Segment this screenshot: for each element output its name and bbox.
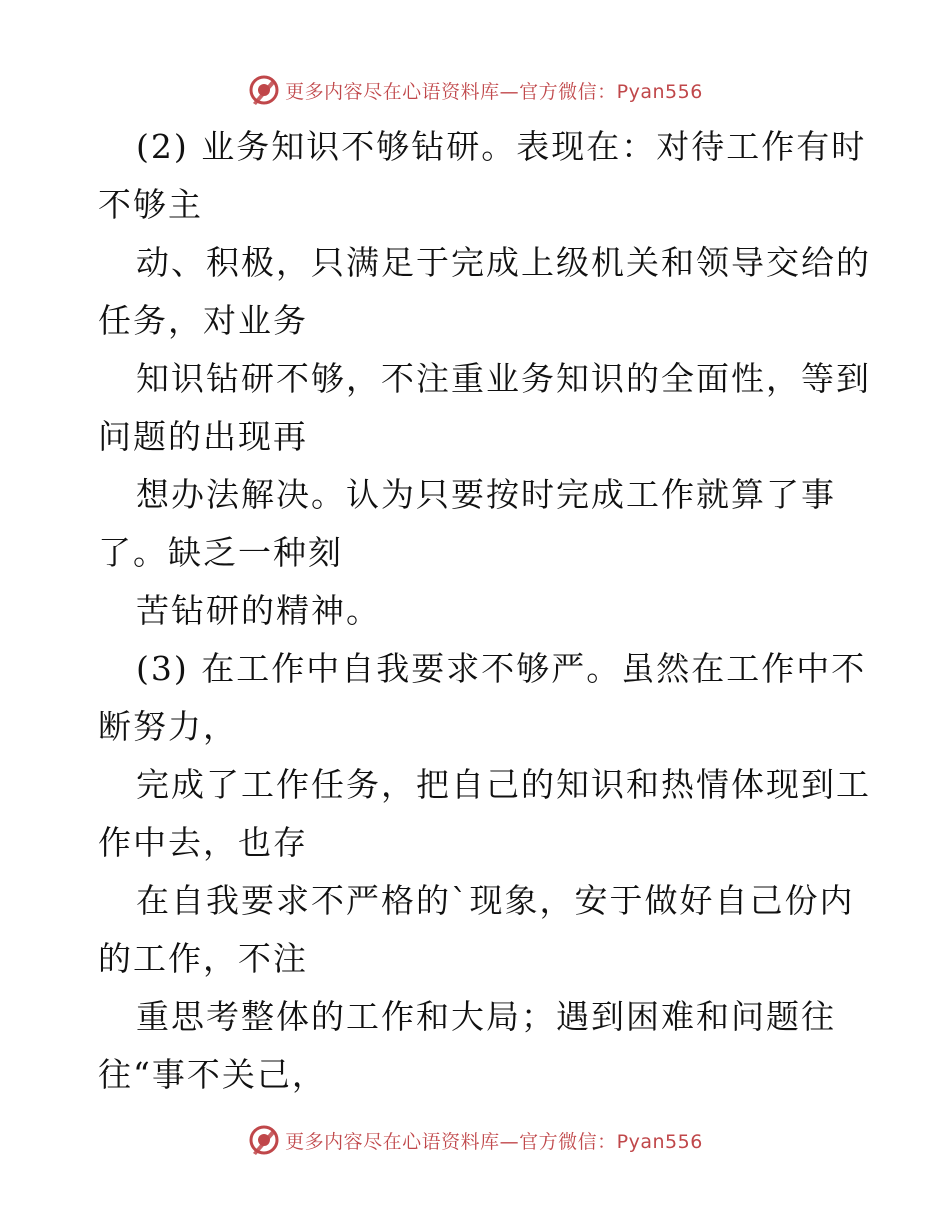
quill-seal-icon <box>247 73 281 107</box>
footer-banner <box>0 1120 950 1160</box>
text-line: 完成了工作任务，把自己的知识和热情体现到工 <box>136 765 871 804</box>
text-line: 动、积极，只满足于完成上级机关和领导交给的 <box>136 243 871 282</box>
text-line: 知识钻研不够，不注重业务知识的全面性，等到 <box>136 359 871 398</box>
text-line: 苦钻研的精神。 <box>136 591 381 630</box>
text-line: 断努力， <box>98 707 238 746</box>
text-line: 不够主 <box>98 185 203 224</box>
text-line: (2) 业务知识不够钻研。表现在：对待工作有时 <box>136 127 867 166</box>
text-line: 了。缺乏一种刻 <box>98 533 343 572</box>
document-body <box>98 118 871 1104</box>
quill-seal-icon <box>247 1123 281 1157</box>
text-line: 问题的出现再 <box>98 417 308 456</box>
text-line: 任务，对业务 <box>98 301 308 340</box>
text-line: (3) 在工作中自我要求不够严。虽然在工作中不 <box>136 649 867 688</box>
footer-banner-text: 更多内容尽在心语资料库—官方微信：Pyan556 <box>285 1130 703 1153</box>
text-line: 作中去，也存 <box>98 823 308 862</box>
text-line: 往“事不关己， <box>98 1055 327 1094</box>
header-banner <box>0 70 950 110</box>
text-line: 的工作，不注 <box>98 939 308 978</box>
header-banner-text: 更多内容尽在心语资料库—官方微信：Pyan556 <box>285 80 703 103</box>
text-line: 在自我要求不严格的`现象，安于做好自己份内 <box>136 881 855 920</box>
text-line: 重思考整体的工作和大局；遇到困难和问题往 <box>136 997 836 1036</box>
text-line: 想办法解决。认为只要按时完成工作就算了事 <box>136 475 836 514</box>
